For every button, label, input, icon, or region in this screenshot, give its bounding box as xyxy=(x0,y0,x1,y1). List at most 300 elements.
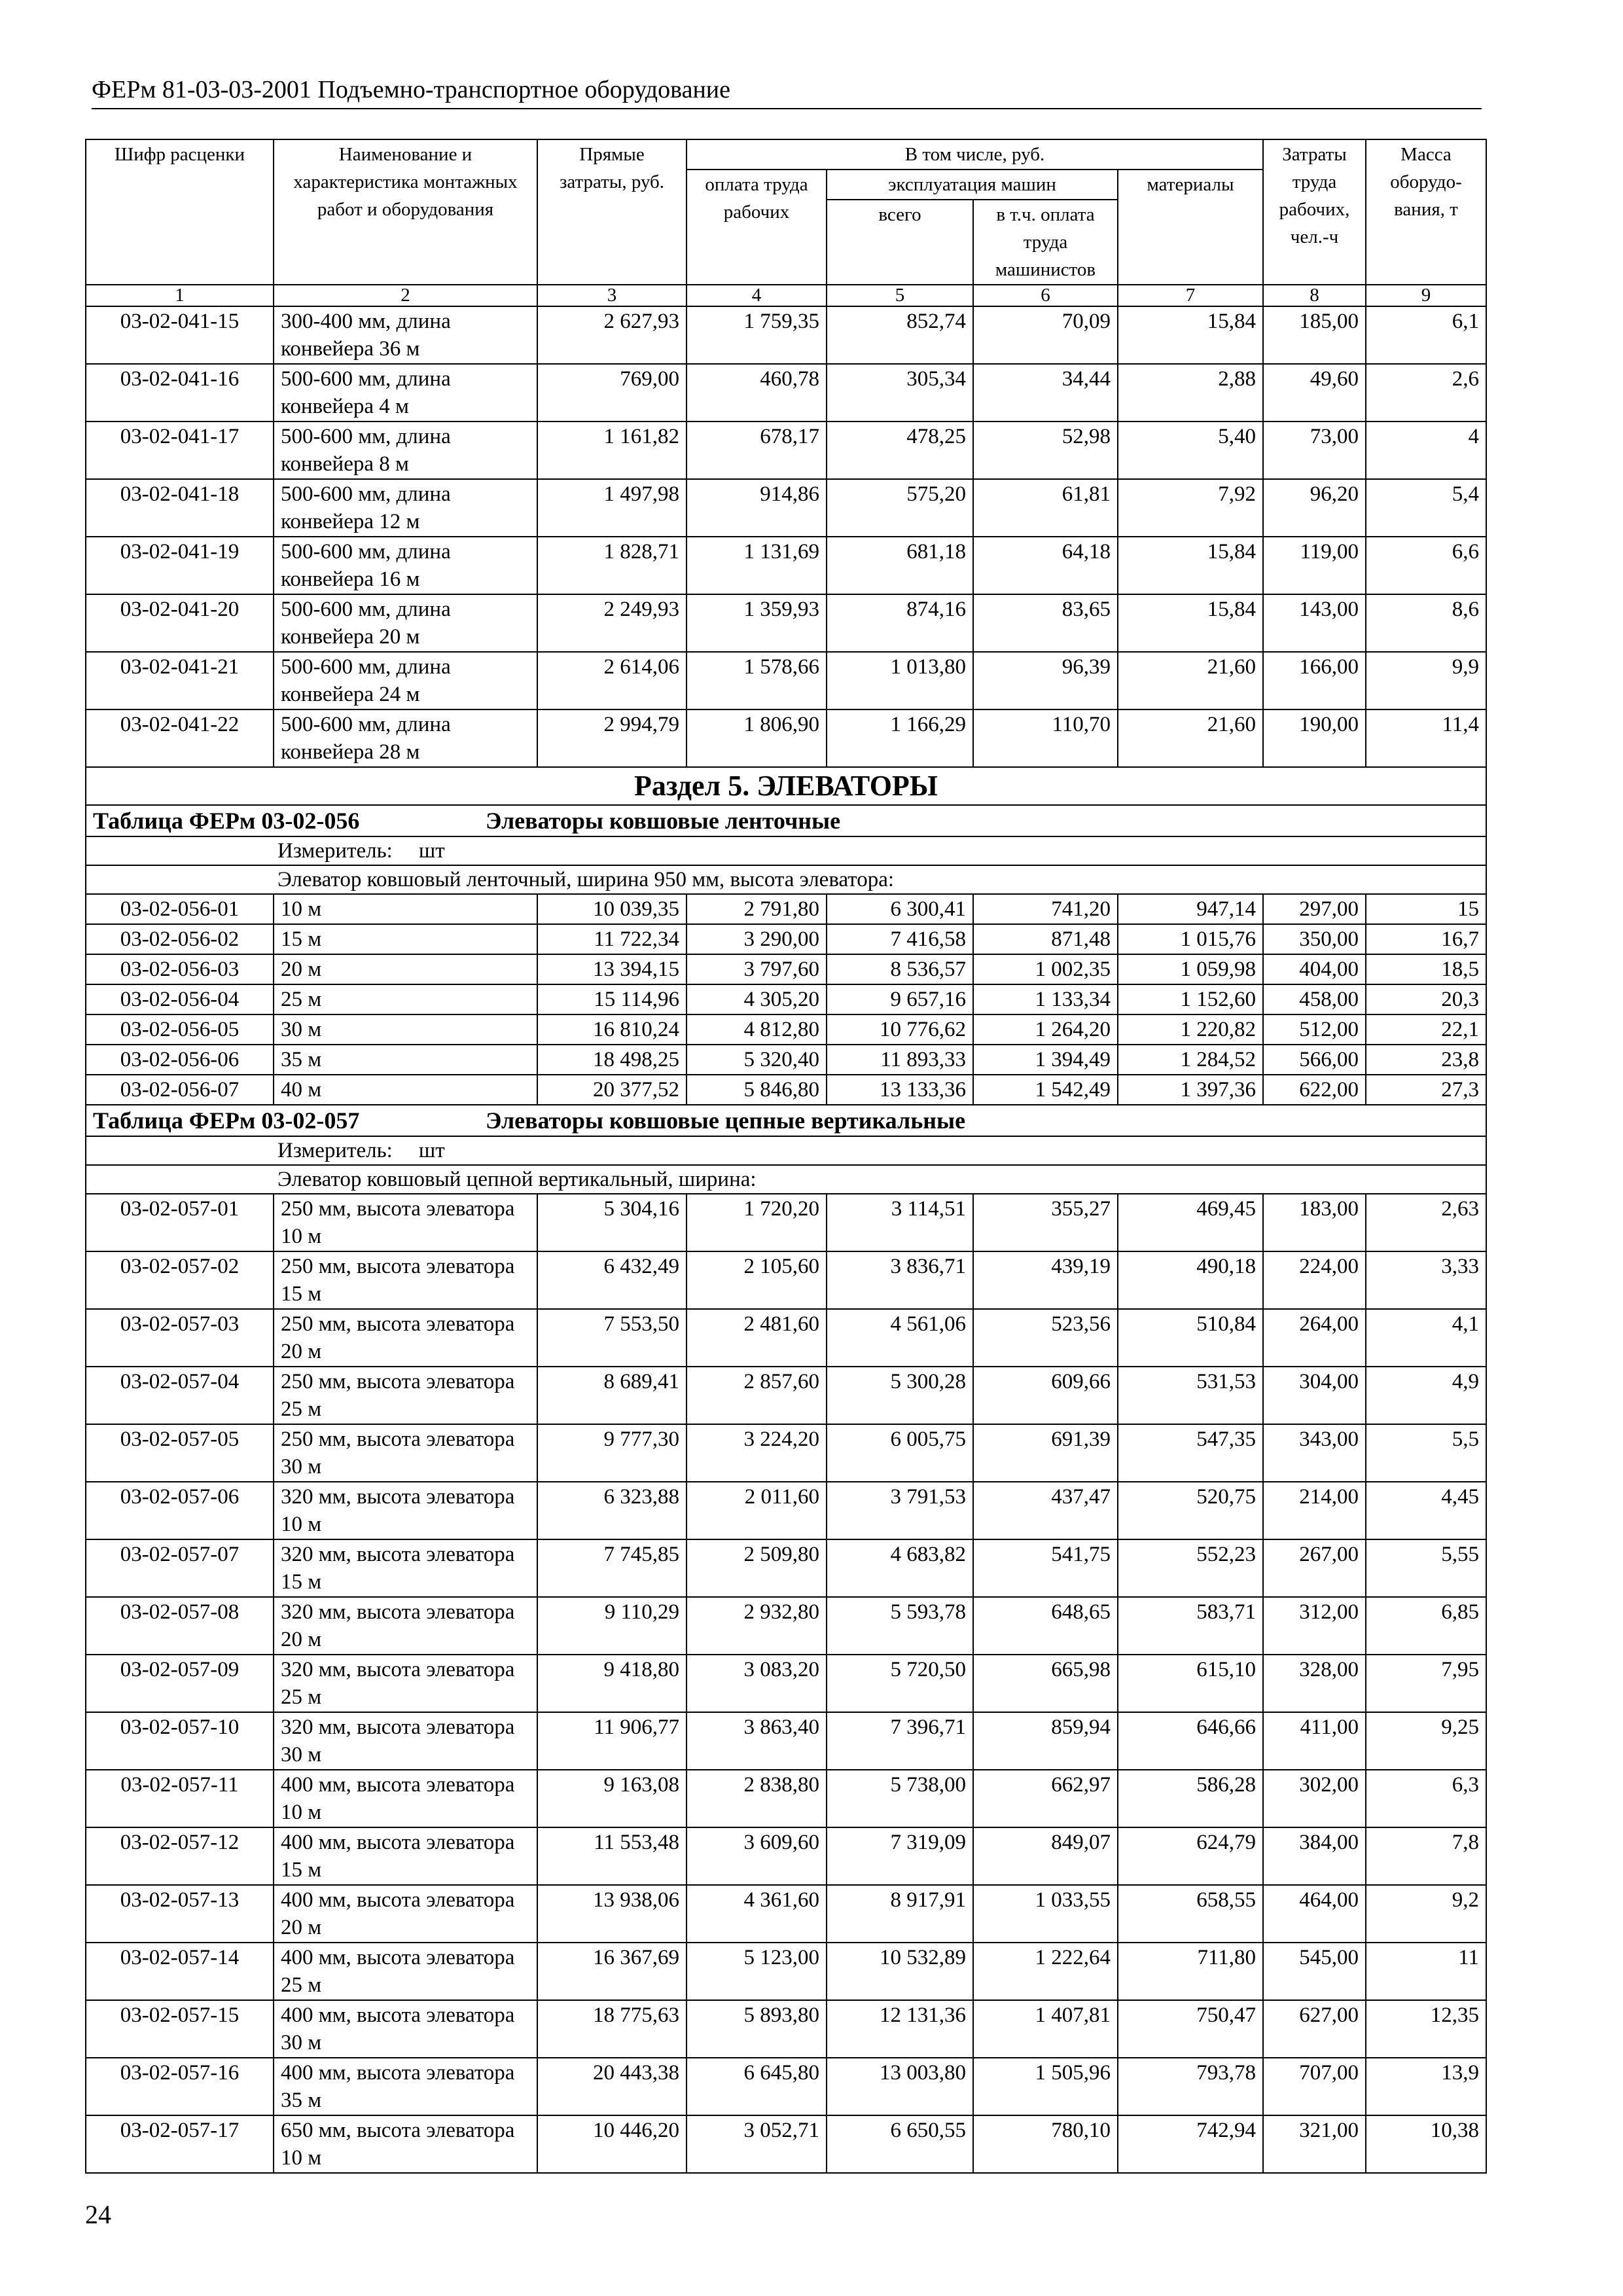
machines-pay: 1 407,81 xyxy=(973,2000,1118,2058)
table-row xyxy=(86,1309,1486,1367)
col-labor-cost-header: Затраты труда рабочих, чел.-ч xyxy=(1263,139,1366,285)
rate-code: 03-02-041-22 xyxy=(86,709,274,767)
table-row xyxy=(86,1194,1486,1251)
column-number: 6 xyxy=(973,285,1118,306)
machines-total: 681,18 xyxy=(827,537,973,594)
equipment-mass: 8,6 xyxy=(1366,594,1486,652)
table-row xyxy=(86,594,1486,652)
direct-cost: 16 367,69 xyxy=(537,1943,687,2000)
work-description: 320 мм, высота элеватора 10 м xyxy=(274,1482,537,1539)
work-description: 20 м xyxy=(274,954,537,984)
labor-pay: 2 791,80 xyxy=(687,894,827,924)
labor-hours: 267,00 xyxy=(1263,1539,1366,1597)
meter-unit: шт xyxy=(418,839,445,863)
machines-pay: 1 505,96 xyxy=(973,2058,1118,2115)
equipment-mass: 20,3 xyxy=(1366,984,1486,1014)
rate-code: 03-02-056-06 xyxy=(86,1045,274,1075)
rate-code: 03-02-041-20 xyxy=(86,594,274,652)
table-number: Таблица ФЕРм 03-02-057 xyxy=(93,1107,360,1134)
table-row xyxy=(86,364,1486,422)
machines-pay: 1 222,64 xyxy=(973,1943,1118,2000)
work-description: 400 мм, высота элеватора 10 м xyxy=(274,1770,537,1827)
materials-cost: 586,28 xyxy=(1118,1770,1263,1827)
materials-cost: 711,80 xyxy=(1118,1943,1263,2000)
machines-pay: 662,97 xyxy=(973,1770,1118,1827)
direct-cost: 16 810,24 xyxy=(537,1014,687,1045)
col-incl-header: В том числе, руб. xyxy=(687,139,1263,170)
machines-pay: 849,07 xyxy=(973,1827,1118,1885)
table-name: Элеваторы ковшовые цепные вертикальные xyxy=(486,1107,966,1134)
machines-total: 6 650,55 xyxy=(827,2115,973,2173)
work-description: 320 мм, высота элеватора 20 м xyxy=(274,1597,537,1655)
materials-cost: 21,60 xyxy=(1118,652,1263,709)
group-caption: Элеватор ковшовый цепной вертикальный, ширина: xyxy=(86,1165,1486,1194)
machines-pay: 34,44 xyxy=(973,364,1118,422)
direct-cost: 7 745,85 xyxy=(537,1539,687,1597)
table-row xyxy=(86,2000,1486,2058)
work-description: 250 мм, высота элеватора 15 м xyxy=(274,1251,537,1309)
equipment-mass: 6,1 xyxy=(1366,306,1486,364)
table-title xyxy=(86,805,1486,836)
equipment-mass: 4,1 xyxy=(1366,1309,1486,1367)
machines-pay: 70,09 xyxy=(973,306,1118,364)
meter-unit: шт xyxy=(418,1139,445,1162)
machines-total: 5 738,00 xyxy=(827,1770,973,1827)
labor-pay: 3 224,20 xyxy=(687,1424,827,1482)
labor-pay: 460,78 xyxy=(687,364,827,422)
table-row xyxy=(86,1367,1486,1424)
direct-cost: 1 161,82 xyxy=(537,422,687,479)
machines-total: 3 791,53 xyxy=(827,1482,973,1539)
machines-total: 7 396,71 xyxy=(827,1712,973,1770)
labor-hours: 214,00 xyxy=(1263,1482,1366,1539)
rate-code: 03-02-057-03 xyxy=(86,1309,274,1367)
labor-hours: 49,60 xyxy=(1263,364,1366,422)
direct-cost: 2 994,79 xyxy=(537,709,687,767)
materials-cost: 520,75 xyxy=(1118,1482,1263,1539)
direct-cost: 5 304,16 xyxy=(537,1194,687,1251)
page-number: 24 xyxy=(85,2200,111,2229)
rate-code: 03-02-056-07 xyxy=(86,1075,274,1105)
labor-pay: 3 083,20 xyxy=(687,1655,827,1712)
machines-total: 5 300,28 xyxy=(827,1367,973,1424)
machines-total: 13 133,36 xyxy=(827,1075,973,1105)
meter-label: Измеритель: xyxy=(277,839,393,863)
direct-cost: 8 689,41 xyxy=(537,1367,687,1424)
labor-hours: 297,00 xyxy=(1263,894,1366,924)
labor-hours: 183,00 xyxy=(1263,1194,1366,1251)
equipment-mass: 10,38 xyxy=(1366,2115,1486,2173)
column-number: 3 xyxy=(537,285,687,306)
table-row xyxy=(86,1424,1486,1482)
direct-cost: 1 828,71 xyxy=(537,537,687,594)
equipment-mass: 9,2 xyxy=(1366,1885,1486,1943)
machines-total: 852,74 xyxy=(827,306,973,364)
materials-cost: 2,88 xyxy=(1118,364,1263,422)
labor-hours: 458,00 xyxy=(1263,984,1366,1014)
machines-total: 305,34 xyxy=(827,364,973,422)
machines-pay: 859,94 xyxy=(973,1712,1118,1770)
labor-hours: 73,00 xyxy=(1263,422,1366,479)
materials-cost: 750,47 xyxy=(1118,2000,1263,2058)
materials-cost: 1 015,76 xyxy=(1118,924,1263,954)
rate-code: 03-02-041-15 xyxy=(86,306,274,364)
materials-cost: 552,23 xyxy=(1118,1539,1263,1597)
direct-cost: 20 377,52 xyxy=(537,1075,687,1105)
labor-pay: 914,86 xyxy=(687,479,827,537)
machines-pay: 64,18 xyxy=(973,537,1118,594)
direct-cost: 769,00 xyxy=(537,364,687,422)
materials-cost: 7,92 xyxy=(1118,479,1263,537)
rate-code: 03-02-041-16 xyxy=(86,364,274,422)
labor-hours: 302,00 xyxy=(1263,1770,1366,1827)
direct-cost: 6 323,88 xyxy=(537,1482,687,1539)
work-description: 250 мм, высота элеватора 30 м xyxy=(274,1424,537,1482)
work-description: 30 м xyxy=(274,1014,537,1045)
machines-pay: 609,66 xyxy=(973,1367,1118,1424)
machines-pay: 1 542,49 xyxy=(973,1075,1118,1105)
labor-pay: 2 481,60 xyxy=(687,1309,827,1367)
materials-cost: 15,84 xyxy=(1118,306,1263,364)
table-row xyxy=(86,652,1486,709)
group-caption: Элеватор ковшовый ленточный, ширина 950 мм, высота элеватора: xyxy=(86,865,1486,894)
meter-line xyxy=(86,1136,1486,1165)
rate-code: 03-02-057-17 xyxy=(86,2115,274,2173)
labor-hours: 312,00 xyxy=(1263,1597,1366,1655)
materials-cost: 1 397,36 xyxy=(1118,1075,1263,1105)
machines-total: 874,16 xyxy=(827,594,973,652)
work-description: 250 мм, высота элеватора 10 м xyxy=(274,1194,537,1251)
materials-cost: 510,84 xyxy=(1118,1309,1263,1367)
labor-hours: 566,00 xyxy=(1263,1045,1366,1075)
table-row xyxy=(86,924,1486,954)
direct-cost: 18 775,63 xyxy=(537,2000,687,2058)
work-description: 320 мм, высота элеватора 25 м xyxy=(274,1655,537,1712)
rate-code: 03-02-056-05 xyxy=(86,1014,274,1045)
labor-hours: 350,00 xyxy=(1263,924,1366,954)
direct-cost: 15 114,96 xyxy=(537,984,687,1014)
machines-pay: 665,98 xyxy=(973,1655,1118,1712)
work-description: 500-600 мм, длина конвейера 24 м xyxy=(274,652,537,709)
labor-pay: 3 609,60 xyxy=(687,1827,827,1885)
rate-code: 03-02-057-14 xyxy=(86,1943,274,2000)
machines-total: 8 536,57 xyxy=(827,954,973,984)
direct-cost: 2 614,06 xyxy=(537,652,687,709)
work-description: 500-600 мм, длина конвейера 4 м xyxy=(274,364,537,422)
work-description: 400 мм, высота элеватора 15 м xyxy=(274,1827,537,1885)
equipment-mass: 16,7 xyxy=(1366,924,1486,954)
labor-pay: 1 806,90 xyxy=(687,709,827,767)
table-row xyxy=(86,954,1486,984)
table-row xyxy=(86,1655,1486,1712)
materials-cost: 646,66 xyxy=(1118,1712,1263,1770)
work-description: 250 мм, высота элеватора 25 м xyxy=(274,1367,537,1424)
labor-pay: 3 797,60 xyxy=(687,954,827,984)
table-row xyxy=(86,1827,1486,1885)
labor-hours: 707,00 xyxy=(1263,2058,1366,2115)
materials-cost: 658,55 xyxy=(1118,1885,1263,1943)
equipment-mass: 5,4 xyxy=(1366,479,1486,537)
rate-code: 03-02-057-11 xyxy=(86,1770,274,1827)
materials-cost: 793,78 xyxy=(1118,2058,1263,2115)
column-number: 5 xyxy=(827,285,973,306)
section-5 xyxy=(86,767,1486,805)
table-row xyxy=(86,2058,1486,2115)
table-row xyxy=(86,1482,1486,1539)
table-row xyxy=(86,1885,1486,1943)
direct-cost: 20 443,38 xyxy=(537,2058,687,2115)
column-number: 2 xyxy=(274,285,537,306)
machines-total: 11 893,33 xyxy=(827,1045,973,1075)
labor-hours: 96,20 xyxy=(1263,479,1366,537)
work-description: 400 мм, высота элеватора 30 м xyxy=(274,2000,537,2058)
work-description: 400 мм, высота элеватора 35 м xyxy=(274,2058,537,2115)
labor-pay: 2 857,60 xyxy=(687,1367,827,1424)
rate-code: 03-02-057-07 xyxy=(86,1539,274,1597)
labor-pay: 5 846,80 xyxy=(687,1075,827,1105)
direct-cost: 1 497,98 xyxy=(537,479,687,537)
col-machines-pay-header: в т.ч. оплата труда машинистов xyxy=(973,200,1118,285)
materials-cost: 531,53 xyxy=(1118,1367,1263,1424)
materials-cost: 742,94 xyxy=(1118,2115,1263,2173)
labor-pay: 1 359,93 xyxy=(687,594,827,652)
labor-pay: 678,17 xyxy=(687,422,827,479)
equipment-mass: 18,5 xyxy=(1366,954,1486,984)
machines-total: 7 416,58 xyxy=(827,924,973,954)
labor-pay: 1 578,66 xyxy=(687,652,827,709)
machines-total: 6 300,41 xyxy=(827,894,973,924)
labor-pay: 2 838,80 xyxy=(687,1770,827,1827)
machines-pay: 741,20 xyxy=(973,894,1118,924)
direct-cost: 9 110,29 xyxy=(537,1597,687,1655)
table-row xyxy=(86,1712,1486,1770)
column-numbers-row xyxy=(86,285,1486,306)
labor-hours: 264,00 xyxy=(1263,1309,1366,1367)
labor-hours: 384,00 xyxy=(1263,1827,1366,1885)
machines-pay: 648,65 xyxy=(973,1597,1118,1655)
rate-code: 03-02-057-15 xyxy=(86,2000,274,2058)
page-header: ФЕРм 81-03-03-2001 Подъемно-транспортное оборудование xyxy=(92,75,1482,109)
rates-table xyxy=(85,139,1487,2174)
equipment-mass: 23,8 xyxy=(1366,1045,1486,1075)
labor-hours: 411,00 xyxy=(1263,1712,1366,1770)
table-row xyxy=(86,1045,1486,1075)
equipment-mass: 2,63 xyxy=(1366,1194,1486,1251)
work-description: 650 мм, высота элеватора 10 м xyxy=(274,2115,537,2173)
work-description: 320 мм, высота элеватора 15 м xyxy=(274,1539,537,1597)
labor-pay: 1 720,20 xyxy=(687,1194,827,1251)
rate-code: 03-02-057-05 xyxy=(86,1424,274,1482)
equipment-mass: 5,5 xyxy=(1366,1424,1486,1482)
equipment-mass: 9,9 xyxy=(1366,652,1486,709)
column-number: 1 xyxy=(86,285,274,306)
machines-pay: 780,10 xyxy=(973,2115,1118,2173)
machines-pay: 523,56 xyxy=(973,1309,1118,1367)
direct-cost: 9 163,08 xyxy=(537,1770,687,1827)
work-description: 500-600 мм, длина конвейера 12 м xyxy=(274,479,537,537)
labor-pay: 4 812,80 xyxy=(687,1014,827,1045)
table-name: Элеваторы ковшовые ленточные xyxy=(486,808,841,834)
machines-total: 10 776,62 xyxy=(827,1014,973,1045)
col-code-header: Шифр расценки xyxy=(86,139,274,285)
labor-hours: 627,00 xyxy=(1263,2000,1366,2058)
labor-hours: 464,00 xyxy=(1263,1885,1366,1943)
rate-code: 03-02-041-17 xyxy=(86,422,274,479)
machines-pay: 1 264,20 xyxy=(973,1014,1118,1045)
labor-pay: 2 011,60 xyxy=(687,1482,827,1539)
materials-cost: 1 152,60 xyxy=(1118,984,1263,1014)
labor-pay: 4 305,20 xyxy=(687,984,827,1014)
work-description: 400 мм, высота элеватора 25 м xyxy=(274,1943,537,2000)
work-description: 40 м xyxy=(274,1075,537,1105)
rate-code: 03-02-041-21 xyxy=(86,652,274,709)
work-description: 500-600 мм, длина конвейера 20 м xyxy=(274,594,537,652)
labor-hours: 185,00 xyxy=(1263,306,1366,364)
labor-pay: 5 320,40 xyxy=(687,1045,827,1075)
machines-pay: 439,19 xyxy=(973,1251,1118,1309)
table-row xyxy=(86,306,1486,364)
materials-cost: 1 059,98 xyxy=(1118,954,1263,984)
direct-cost: 9 777,30 xyxy=(537,1424,687,1482)
work-description: 500-600 мм, длина конвейера 16 м xyxy=(274,537,537,594)
work-description: 500-600 мм, длина конвейера 8 м xyxy=(274,422,537,479)
equipment-mass: 6,6 xyxy=(1366,537,1486,594)
materials-cost: 15,84 xyxy=(1118,594,1263,652)
rate-code: 03-02-056-01 xyxy=(86,894,274,924)
equipment-mass: 22,1 xyxy=(1366,1014,1486,1045)
materials-cost: 583,71 xyxy=(1118,1597,1263,1655)
materials-cost: 15,84 xyxy=(1118,537,1263,594)
table-row xyxy=(86,2115,1486,2173)
work-description: 500-600 мм, длина конвейера 28 м xyxy=(274,709,537,767)
conveyor-rows xyxy=(86,306,1486,767)
labor-hours: 622,00 xyxy=(1263,1075,1366,1105)
rate-code: 03-02-057-16 xyxy=(86,2058,274,2115)
table-row xyxy=(86,1770,1486,1827)
table-row xyxy=(86,1075,1486,1105)
table-row xyxy=(86,537,1486,594)
machines-total: 3 836,71 xyxy=(827,1251,973,1309)
equipment-mass: 3,33 xyxy=(1366,1251,1486,1309)
machines-total: 4 683,82 xyxy=(827,1539,973,1597)
work-description: 35 м xyxy=(274,1045,537,1075)
table-row xyxy=(86,1014,1486,1045)
rate-code: 03-02-056-03 xyxy=(86,954,274,984)
table-row xyxy=(86,1539,1486,1597)
table-row xyxy=(86,1251,1486,1309)
machines-total: 1 013,80 xyxy=(827,652,973,709)
labor-hours: 119,00 xyxy=(1263,537,1366,594)
machines-total: 10 532,89 xyxy=(827,1943,973,2000)
work-description: 25 м xyxy=(274,984,537,1014)
column-number: 9 xyxy=(1366,285,1486,306)
table-title xyxy=(86,1105,1486,1136)
column-number: 8 xyxy=(1263,285,1366,306)
rate-code: 03-02-041-18 xyxy=(86,479,274,537)
machines-pay: 61,81 xyxy=(973,479,1118,537)
equipment-mass: 9,25 xyxy=(1366,1712,1486,1770)
table-056 xyxy=(86,805,1486,1105)
machines-pay: 871,48 xyxy=(973,924,1118,954)
machines-total: 12 131,36 xyxy=(827,2000,973,2058)
equipment-mass: 6,85 xyxy=(1366,1597,1486,1655)
section-title: Раздел 5. ЭЛЕВАТОРЫ xyxy=(86,767,1486,805)
labor-hours: 304,00 xyxy=(1263,1367,1366,1424)
labor-pay: 5 893,80 xyxy=(687,2000,827,2058)
machines-pay: 1 002,35 xyxy=(973,954,1118,984)
machines-pay: 110,70 xyxy=(973,709,1118,767)
col-machines-total-header: всего xyxy=(827,200,973,285)
work-description: 400 мм, высота элеватора 20 м xyxy=(274,1885,537,1943)
table-row xyxy=(86,709,1486,767)
rate-code: 03-02-057-10 xyxy=(86,1712,274,1770)
rate-code: 03-02-057-01 xyxy=(86,1194,274,1251)
table-number: Таблица ФЕРм 03-02-056 xyxy=(93,808,360,834)
direct-cost: 9 418,80 xyxy=(537,1655,687,1712)
machines-pay: 52,98 xyxy=(973,422,1118,479)
table-row xyxy=(86,479,1486,537)
machines-total: 5 593,78 xyxy=(827,1597,973,1655)
labor-hours: 143,00 xyxy=(1263,594,1366,652)
machines-total: 4 561,06 xyxy=(827,1309,973,1367)
column-number: 7 xyxy=(1118,285,1263,306)
materials-cost: 624,79 xyxy=(1118,1827,1263,1885)
direct-cost: 7 553,50 xyxy=(537,1309,687,1367)
direct-cost: 18 498,25 xyxy=(537,1045,687,1075)
table-row xyxy=(86,1943,1486,2000)
col-direct-header: Прямые затраты, руб. xyxy=(537,139,687,285)
machines-total: 575,20 xyxy=(827,479,973,537)
equipment-mass: 4,45 xyxy=(1366,1482,1486,1539)
labor-hours: 404,00 xyxy=(1263,954,1366,984)
machines-total: 9 657,16 xyxy=(827,984,973,1014)
rate-code: 03-02-057-12 xyxy=(86,1827,274,1885)
equipment-mass: 11,4 xyxy=(1366,709,1486,767)
machines-pay: 691,39 xyxy=(973,1424,1118,1482)
labor-hours: 190,00 xyxy=(1263,709,1366,767)
labor-pay: 3 052,71 xyxy=(687,2115,827,2173)
work-description: 15 м xyxy=(274,924,537,954)
materials-cost: 1 220,82 xyxy=(1118,1014,1263,1045)
machines-pay: 437,47 xyxy=(973,1482,1118,1539)
labor-hours: 343,00 xyxy=(1263,1424,1366,1482)
direct-cost: 11 553,48 xyxy=(537,1827,687,1885)
materials-cost: 547,35 xyxy=(1118,1424,1263,1482)
rate-code: 03-02-056-02 xyxy=(86,924,274,954)
direct-cost: 2 627,93 xyxy=(537,306,687,364)
equipment-mass: 6,3 xyxy=(1366,1770,1486,1827)
direct-cost: 13 938,06 xyxy=(537,1885,687,1943)
direct-cost: 2 249,93 xyxy=(537,594,687,652)
materials-cost: 490,18 xyxy=(1118,1251,1263,1309)
meter-line xyxy=(86,836,1486,865)
materials-cost: 615,10 xyxy=(1118,1655,1263,1712)
equipment-mass: 7,8 xyxy=(1366,1827,1486,1885)
materials-cost: 1 284,52 xyxy=(1118,1045,1263,1075)
machines-total: 13 003,80 xyxy=(827,2058,973,2115)
equipment-mass: 11 xyxy=(1366,1943,1486,2000)
labor-pay: 2 509,80 xyxy=(687,1539,827,1597)
direct-cost: 6 432,49 xyxy=(537,1251,687,1309)
direct-cost: 10 446,20 xyxy=(537,2115,687,2173)
labor-pay: 1 759,35 xyxy=(687,306,827,364)
equipment-mass: 4 xyxy=(1366,422,1486,479)
labor-hours: 166,00 xyxy=(1263,652,1366,709)
rate-code: 03-02-041-19 xyxy=(86,537,274,594)
labor-pay: 1 131,69 xyxy=(687,537,827,594)
materials-cost: 947,14 xyxy=(1118,894,1263,924)
equipment-mass: 13,9 xyxy=(1366,2058,1486,2115)
